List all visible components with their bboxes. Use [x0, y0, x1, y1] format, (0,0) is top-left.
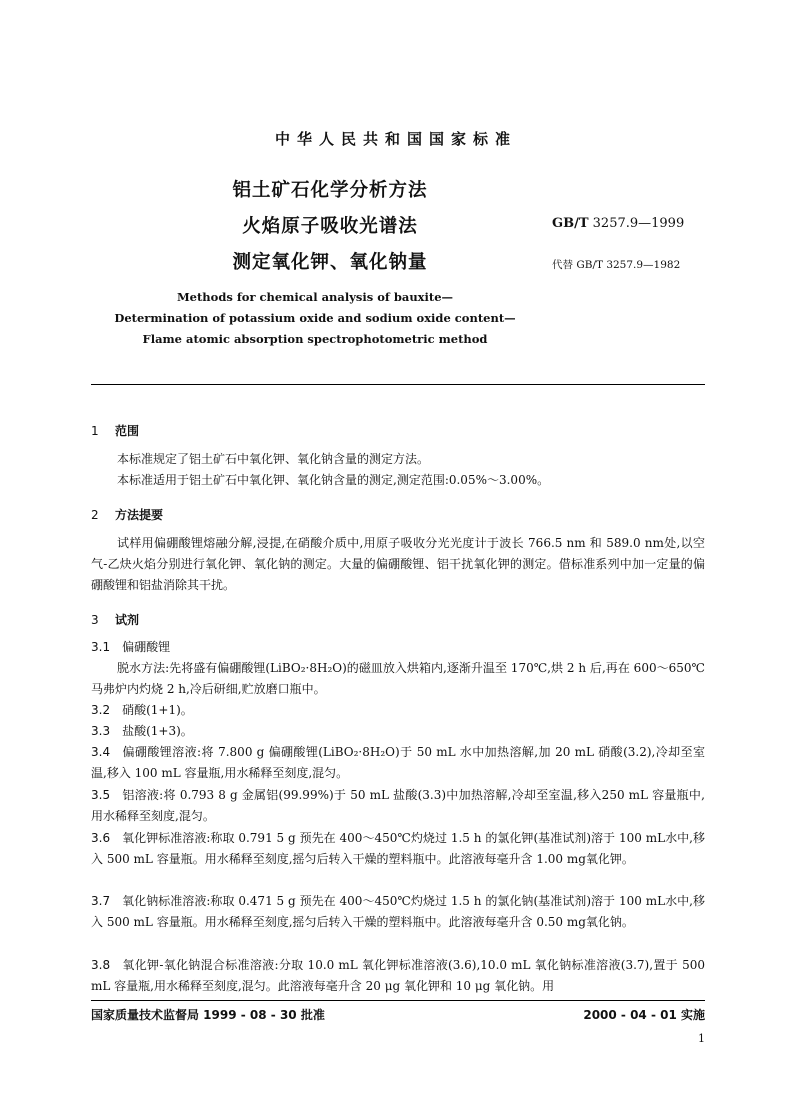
country-standard-title: 中华人民共和国国家标准: [274, 130, 517, 148]
reagent-item-3-5: 3.5 铝溶液:将 0.793 8 g 金属铝(99.99%)于 50 mL 盐酸(3.3)中加热溶解,冷却至室温,移入250 mL 容量瓶中,用水稀释至刻度,混匀。: [91, 788, 705, 823]
paragraph: 本标准规定了铝土矿石中氧化钾、氧化钠含量的测定方法。: [117, 452, 430, 466]
english-title-line-3: Flame atomic absorption spectrophotometric method: [142, 332, 488, 346]
reagent-item-3-8: 3.8 氧化钾-氧化钠混合标准溶液:分取 10.0 mL 氧化钾标准溶液(3.6),10.0 mL 氧化钠标准溶液(3.7),置于 500 mL 容量瓶,用水稀释至刻度,混匀。此溶液每毫升含 20 μg 氧化钾和 10 μg 氧化钠。用: [91, 958, 705, 993]
standard-number: GB/T 3257.9—1999: [552, 216, 685, 231]
replaces-standard: 代替 GB/T 3257.9—1982: [552, 259, 681, 271]
doc-title-line-1: 铝土矿石化学分析方法: [232, 180, 428, 201]
header-divider: [91, 384, 705, 385]
reagent-item-3-3: 3.3 盐酸(1+3)。: [91, 724, 193, 738]
paragraph: 试样用偏硼酸锂熔融分解,浸提,在硝酸介质中,用原子吸收分光光度计于波长 766.5 nm 和 589.0 nm处,以空气-乙炔火焰分别进行氧化钾、氧化钠的测定。大量的偏硼酸锂、铝干扰氧化钾的测定。借标准系列中加一定量的偏硼酸锂和铝盐消除其干扰。: [91, 536, 705, 592]
paragraph: 本标准适用于铝土矿石中氧化钾、氧化钠含量的测定,测定范围:0.05%～3.00%。: [117, 473, 550, 487]
section-heading-2: 2 方法提要: [91, 508, 164, 522]
reagent-item-note: 脱水方法:先将盛有偏硼酸锂(LiBO₂·8H₂O)的磁皿放入烘箱内,逐渐升温至 170℃,烘 2 h 后,再在 600～650℃马弗炉内灼烧 2 h,冷后研细,贮放磨口瓶中。: [91, 661, 705, 696]
doc-title-line-3: 测定氧化钾、氧化钠量: [232, 252, 428, 273]
reagent-item-3-2: 3.2 硝酸(1+1)。: [91, 703, 193, 717]
reagent-item-3-1: 3.1 偏硼酸锂: [91, 640, 171, 654]
page-number: 1: [698, 1032, 705, 1045]
english-title-line-2: Determination of potassium oxide and sodium oxide content—: [114, 311, 516, 325]
reagent-item-3-7: 3.7 氧化钠标准溶液:称取 0.471 5 g 预先在 400～450℃灼烧过 1.5 h 的氯化钠(基准试剂)溶于 100 mL水中,移入 500 mL 容量瓶。用水稀释至刻度,摇匀后转入干燥的塑料瓶中。此溶液每毫升含 0.50 mg氧化钠。: [91, 894, 705, 929]
section-heading-1: 1 范围: [91, 424, 140, 438]
section-heading-3: 3 试剂: [91, 613, 140, 627]
approval-date: 国家质量技术监督局 1999 - 08 - 30 批准: [91, 1008, 325, 1022]
english-title-line-1: Methods for chemical analysis of bauxite—: [176, 290, 454, 304]
doc-title-line-2: 火焰原子吸收光谱法: [242, 216, 418, 237]
implementation-date: 2000 - 04 - 01 实施: [583, 1008, 705, 1022]
footer-divider: [91, 1000, 705, 1001]
reagent-item-3-6: 3.6 氧化钾标准溶液:称取 0.791 5 g 预先在 400～450℃灼烧过 1.5 h 的氯化钾(基准试剂)溶于 100 mL水中,移入 500 mL 容量瓶。用水稀释至刻度,摇匀后转入干燥的塑料瓶中。此溶液每毫升含 1.00 mg氧化钾。: [91, 831, 705, 866]
reagent-item-3-4: 3.4 偏硼酸锂溶液:将 7.800 g 偏硼酸锂(LiBO₂·8H₂O)于 50 mL 水中加热溶解,加 20 mL 硝酸(3.2),冷却至室温,移入 100 mL 容量瓶,用水稀释至刻度,混匀。: [91, 745, 705, 780]
